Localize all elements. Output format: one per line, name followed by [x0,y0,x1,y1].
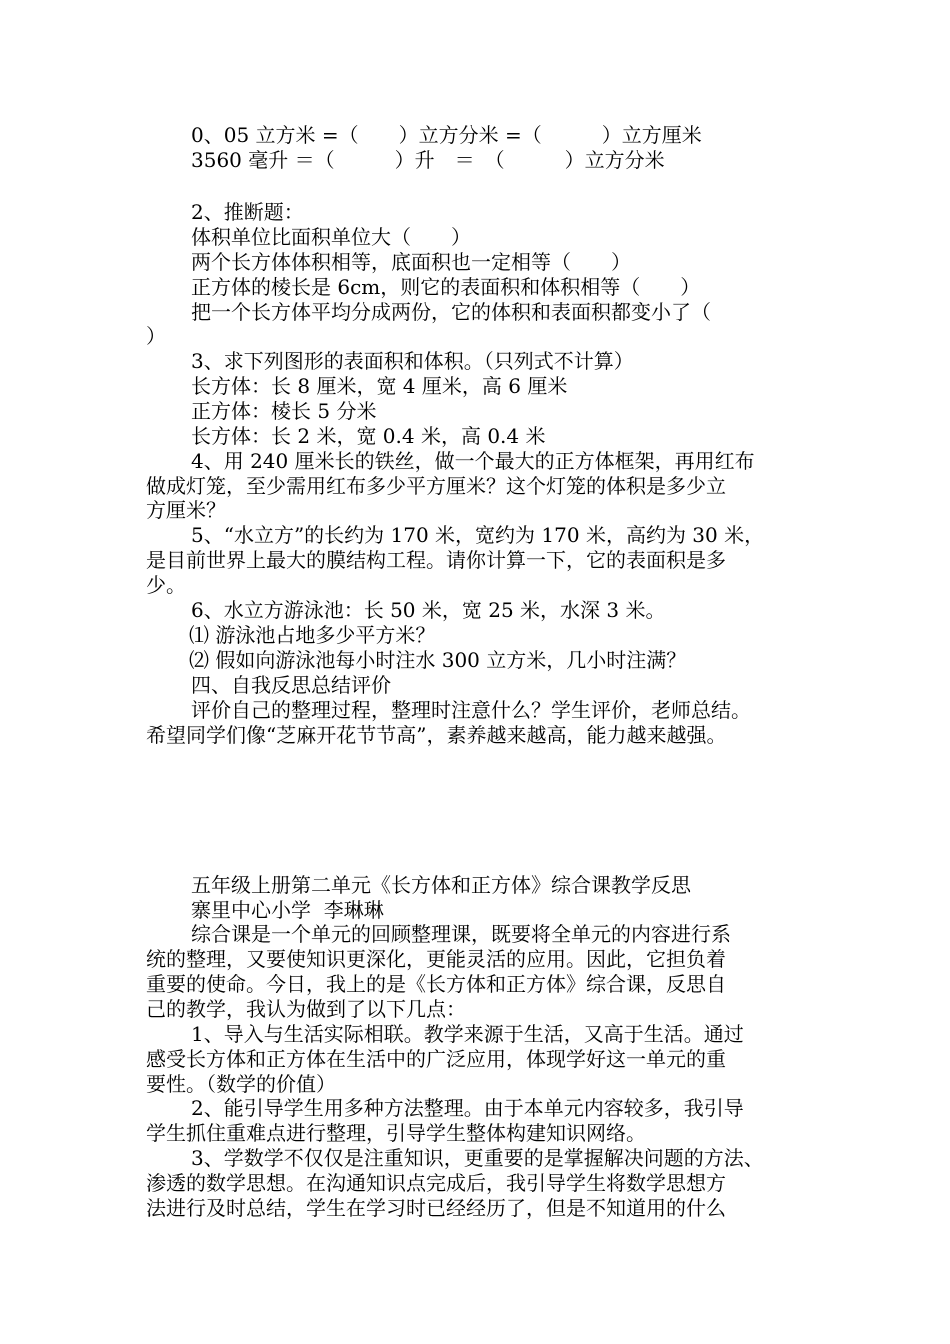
problem-5-line-3: 少。 [146,573,186,597]
point-3-line-2: 渗透的数学思想。在沟通知识点完成后，我引导学生将数学思想方 [146,1171,726,1195]
calc-item-2: 正方体：棱长 5 分米 [191,399,377,423]
judgement-item-4-cont: ） [146,324,166,348]
point-1-line-1: 1、导入与生活实际相联。教学来源于生活，又高于生活。通过 [191,1022,744,1046]
point-3-line-3: 法进行及时总结，学生在学习时已经经历了，但是不知道用的什么 [146,1196,726,1220]
point-1-line-2: 感受长方体和正方体在生活中的广泛应用，体现学好这一单元的重 [146,1047,726,1071]
calc-title: 3、求下列图形的表面积和体积。（只列式不计算） [191,349,634,373]
judgement-item-1: 体积单位比面积单位大（ ） [191,225,471,249]
unit-conversion-line-2: 3560 毫升 ＝（ ）升 ＝ （ ）立方分米 [191,148,665,172]
judgement-item-3: 正方体的棱长是 6cm，则它的表面积和体积相等（ ） [191,275,701,299]
intro-line-4: 己的教学，我认为做到了以下几点： [146,997,466,1021]
calc-item-1: 长方体：长 8 厘米，宽 4 厘米，高 6 厘米 [191,374,568,398]
problem-5-line-2: 是目前世界上最大的膜结构工程。请你计算一下，它的表面积是多 [146,548,726,572]
intro-line-3: 重要的使命。今日，我上的是《长方体和正方体》综合课，反思自 [146,972,726,996]
point-2-line-2: 学生抓住重难点进行整理，引导学生整体构建知识网络。 [146,1121,646,1145]
point-3-line-1: 3、学数学不仅仅是注重知识，更重要的是掌握解决问题的方法、 [191,1146,764,1170]
problem-6-title: 6、水立方游泳池：长 50 米，宽 25 米，水深 3 米。 [191,598,666,622]
intro-line-1: 综合课是一个单元的回顾整理课，既要将全单元的内容进行系 [191,922,731,946]
problem-4-line-2: 做成灯笼，至少需用红布多少平方厘米？这个灯笼的体积是多少立 [146,474,726,498]
unit-conversion-line-1: 0、05 立方米 =（ ）立方分米 =（ ）立方厘米 [191,123,702,147]
reflection-section-line-1: 评价自己的整理过程，整理时注意什么？学生评价，老师总结。 [191,698,751,722]
reflection-section-line-2: 希望同学们像“芝麻开花节节高”，素养越来越高，能力越来越强。 [146,723,727,747]
article-title: 五年级上册第二单元《长方体和正方体》综合课教学反思 [191,873,691,897]
calc-item-3: 长方体：长 2 米，宽 0.4 米，高 0.4 米 [191,424,546,448]
problem-4-line-3: 方厘米？ [146,498,226,522]
article-author: 寨里中心小学 李琳琳 [191,898,384,922]
problem-4-line-1: 4、用 240 厘米长的铁丝，做一个最大的正方体框架，再用红布 [191,449,755,473]
problem-6-item-2: ⑵ 假如向游泳池每小时注水 300 立方米，几小时注满？ [189,648,687,672]
judgement-item-2: 两个长方体体积相等，底面积也一定相等（ ） [191,250,631,274]
problem-5-line-1: 5、“水立方”的长约为 170 米，宽约为 170 米，高约为 30 米， [191,523,765,547]
point-1-line-3: 要性。（数学的价值） [146,1072,336,1096]
intro-line-2: 统的整理，又要使知识更深化，更能灵活的应用。因此，它担负着 [146,947,726,971]
problem-6-item-1: ⑴ 游泳池占地多少平方米？ [189,623,436,647]
judgement-title: 2、推断题： [191,200,304,224]
reflection-section-title: 四、自我反思总结评价 [191,673,391,697]
point-2-line-1: 2、能引导学生用多种方法整理。由于本单元内容较多，我引导 [191,1096,744,1120]
judgement-item-4: 把一个长方体平均分成两份，它的体积和表面积都变小了（ [191,300,711,324]
